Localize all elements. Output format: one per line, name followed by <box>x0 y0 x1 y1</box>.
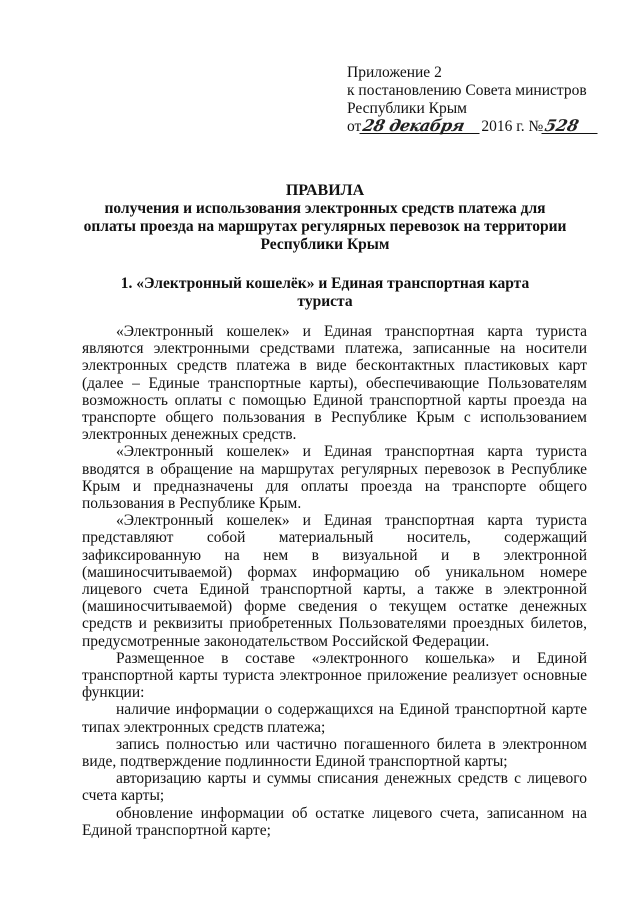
title-line-3: Республики Крым <box>260 236 390 253</box>
year-text: 2016 г. № <box>481 118 544 135</box>
paragraph: «Электронный кошелек» и Единая транспортная карта туриста вводятся в обращение на маршрутах регулярных перевозок в Республике Крым и предназначены для оплаты проезда на транспорте общего пользования в Республике Крым. <box>82 443 587 513</box>
annex-date-line <box>347 118 617 136</box>
handwritten-date: 28 декабря <box>360 119 483 134</box>
annex-header <box>347 64 617 136</box>
handwritten-number: 528 <box>542 119 601 134</box>
function-item: обновление информации об остатке лицевого счета, записанном на Единой транспортной карте; <box>82 804 587 839</box>
paragraph: Размещенное в составе «электронного кошелька» и Единой транспортной карты туриста электронное приложение реализует основные функции: <box>82 649 587 702</box>
function-item: запись полностью или частично погашенного билета в электронном виде, подтверждение подлинности Единой транспортной карты; <box>82 735 587 771</box>
title-heading: ПРАВИЛА <box>285 182 365 199</box>
annex-line-1: Приложение 2 <box>347 64 442 81</box>
paragraph: «Электронный кошелек» и Единая транспортная карта туриста являются электронными средствами платежа, записанные на носители электронных средств платежа в виде бесконтактных пластиковых карт (далее – Единые транспортные карты), обеспечивающие Пользователям возможность оплаты с помощью Единой транспортной карты проезда на транспорте общего пользования в Республике Крым с использованием электронных денежных средств. <box>82 323 587 444</box>
title-line-1: получения и использования электронных средств платежа для <box>104 200 546 217</box>
paragraph: «Электронный кошелек» и Единая транспортная карта туриста представляют собой материальный носитель, содержащий зафиксированную на нем в визуальной и в электронной (машиносчитываемой) формах информацию об уникальном номере лицевого счета Единой транспортной карты, а также в электронной (машиносчитываемой) форме сведения о текущем остатке денежных средств и реквизиты приобретенных Пользователями проездных билетов, предусмотренные законодательством Российской Федерации. <box>82 512 587 650</box>
document-body <box>82 323 587 839</box>
document-title <box>60 182 590 254</box>
date-prefix: от <box>347 118 362 135</box>
function-item: авторизацию карты и суммы списания денежных средств с лицевого счета карты; <box>82 770 587 805</box>
section-heading <box>60 275 590 311</box>
function-item: наличие информации о содержащихся на Единой транспортной карте типах электронных средств платежа; <box>82 701 587 736</box>
section-line-2: туриста <box>297 293 353 310</box>
annex-line-3: Республики Крым <box>347 100 467 117</box>
section-line-1: 1. «Электронный кошелёк» и Единая транспортная карта <box>120 275 530 292</box>
title-line-2: оплаты проезда на маршрутах регулярных перевозок на территории <box>83 218 567 235</box>
annex-line-2: к постановлению Совета министров <box>347 82 587 99</box>
